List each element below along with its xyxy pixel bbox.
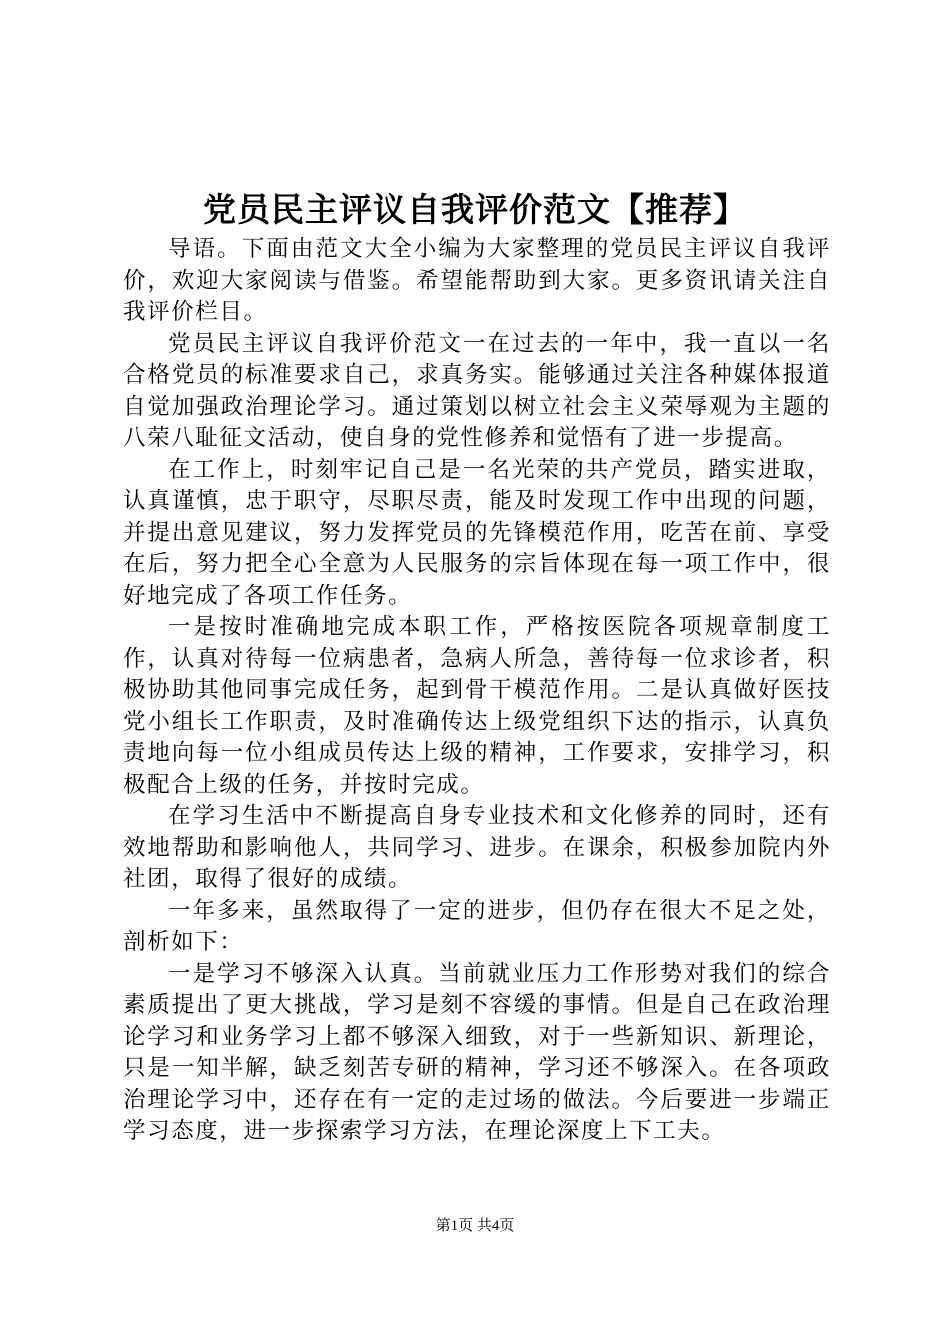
document-body [123, 234, 831, 1148]
paragraph-2: 在工作上，时刻牢记自己是一名光荣的共产党员，踏实进取，认真谨慎，忠于职守，尽职尽责，能及时发现工作中出现的问题，并提出意见建议，努力发挥党员的先锋模范作用，吃苦在前、享受在后，努力把全心全意为人民服务的宗旨体现在每一项工作中，很好地完成了各项工作任务。 [123, 456, 831, 609]
paragraph-5: 一年多来，虽然取得了一定的进步，但仍存在很大不足之处，剖析如下： [123, 897, 831, 955]
paragraph-intro: 导语。下面由范文大全小编为大家整理的党员民主评议自我评价，欢迎大家阅读与借鉴。希望能帮助到大家。更多资讯请关注自我评价栏目。 [123, 236, 831, 325]
document-title: 党员民主评议自我评价范文【推荐】 [203, 190, 747, 229]
paragraph-1: 党员民主评议自我评价范文一在过去的一年中，我一直以一名合格党员的标准要求自己，求真务实。能够通过关注各种媒体报道自觉加强政治理论学习。通过策划以树立社会主义荣辱观为主题的八荣八耻征文活动，使自身的党性修养和觉悟有了进一步提高。 [123, 330, 831, 451]
paragraph-4: 在学习生活中不断提高自身专业技术和文化修养的同时，还有效地帮助和影响他人，共同学习、进步。在课余，积极参加院内外社团，取得了很好的成绩。 [123, 803, 831, 892]
paragraph-3: 一是按时准确地完成本职工作，严格按医院各项规章制度工作，认真对待每一位病患者，急病人所急，善待每一位求诊者，积极协助其他同事完成任务，起到骨干模范作用。二是认真做好医技党小组长工作职责，及时准确传达上级党组织下达的指示，认真负责地向每一位小组成员传达上级的精神，工作要求，安排学习，积极配合上级的任务，并按时完成。 [123, 614, 831, 798]
page-number-footer: 第1页 共4页 [435, 1218, 515, 1234]
paragraph-6: 一是学习不够深入认真。当前就业压力工作形势对我们的综合素质提出了更大挑战，学习是刻不容缓的事情。但是自己在政治理论学习和业务学习上都不够深入细致，对于一些新知识、新理论，只是一知半解，缺乏刻苦专研的精神，学习还不够深入。在各项政治理论学习中，还存在有一定的走过场的做法。今后要进一步端正学习态度，进一步探索学习方法，在理论深度上下工夫。 [123, 960, 831, 1144]
